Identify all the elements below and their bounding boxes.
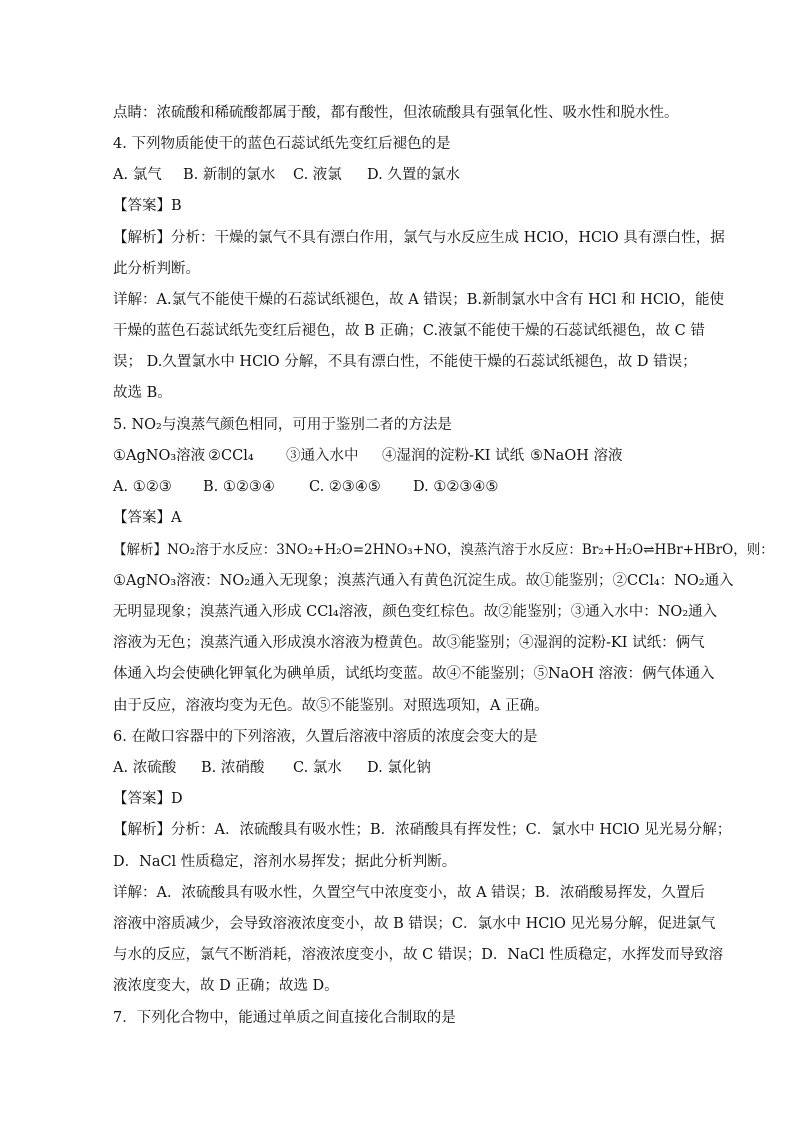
question-5-stem: 5. NO₂与溴蒸气颜色相同，可用于鉴别二者的方法是	[113, 417, 452, 433]
answer-label: 【答案】D	[113, 791, 183, 807]
option-a: A. 浓硫酸	[113, 760, 177, 776]
option-d: D. ①②③④⑤	[413, 479, 499, 495]
analysis-text: 由于反应，溶液均变为无色。故⑤不能鉴别。对照选项知，A 正确。	[113, 698, 549, 714]
detail-text: 误； D.久置氯水中 HClO 分解，不具有漂白性，不能使干燥的石蕊试纸褪色，故 D 错误；	[113, 354, 697, 370]
option-a: A. ①②③	[113, 479, 172, 495]
option-d: D. 氯化钠	[367, 760, 431, 776]
analysis-text: 【解析】NO₂溶于水反应：3NO₂+H₂O=2HNO₃+NO，溴蒸汽溶于水反应：Br₂+H₂O⇌HBr+HBrO，则：	[113, 542, 774, 558]
question-5-options	[113, 477, 498, 497]
option-c: C. 液氯	[293, 167, 342, 183]
detail-text: 液浓度变大，故 D 正确；故选 D。	[113, 978, 339, 994]
detail-text: 故选 B。	[113, 385, 172, 401]
analysis-text: 无明显现象；溴蒸汽通入形成 CCl₄溶液，颜色变红棕色。故②能鉴别；③通入水中：NO₂通入	[113, 604, 718, 620]
option-a: A. 氯气	[113, 167, 162, 183]
analysis-text: ①AgNO₃溶液：NO₂通入无现象；溴蒸汽通入有黄色沉淀生成。故①能鉴别；②CCl₄：NO₂通入	[113, 573, 734, 589]
analysis-text: D．NaCl 性质稳定，溶剂水易挥发；据此分析判断。	[113, 854, 457, 870]
question-6-stem: 6. 在敞口容器中的下列溶液，久置后溶液中溶质的浓度会变大的是	[113, 729, 538, 745]
option-b: B. 浓硝酸	[201, 760, 265, 776]
method-2: ②CCl₄	[208, 448, 254, 464]
option-b: B. 新制的氯水	[183, 167, 276, 183]
method-3: ③通入水中	[286, 448, 359, 464]
answer-label: 【答案】B	[113, 198, 182, 214]
option-d: D. 久置的氯水	[367, 167, 460, 183]
detail-text: 溶液中溶质减少，会导致溶液浓度变小，故 B 错误；C．氯水中 HClO 见光易分解，促进氯气	[113, 916, 716, 932]
question-4-options	[113, 165, 460, 185]
detail-text: 干燥的蓝色石蕊试纸先变红后褪色，故 B 正确；C.液氯不能使干燥的石蕊试纸褪色，故 C 错	[113, 323, 705, 339]
question-7-stem: 7．下列化合物中，能通过单质之间直接化合制取的是	[113, 1010, 456, 1026]
detail-text: 与水的反应，氯气不断消耗，溶液浓度变小，故 C 错误；D．NaCl 性质稳定，水挥发而导致溶	[113, 947, 724, 963]
method-4: ④湿润的淀粉-KI 试纸	[382, 448, 525, 464]
detail-text: 详解：A．浓硫酸具有吸水性，久置空气中浓度变小，故 A 错误；B．浓硝酸易挥发，久置后	[113, 885, 705, 901]
analysis-text: 溶液为无色；溴蒸汽通入形成溴水溶液为橙黄色。故③能鉴别；④湿润的淀粉-KI 试纸：俩气	[113, 635, 705, 651]
option-c: C. ②③④⑤	[309, 479, 381, 495]
analysis-text: 体通入均会使碘化钾氧化为碘单质，试纸均变蓝。故④不能鉴别；⑤NaOH 溶液：俩气体通入	[113, 666, 715, 682]
question-4-stem: 4. 下列物质能使干的蓝色石蕊试纸先变红后褪色的是	[113, 136, 451, 152]
analysis-text: 此分析判断。	[113, 261, 200, 277]
question-6-options	[113, 758, 431, 778]
detail-text: 详解：A.氯气不能使干燥的石蕊试纸褪色，故 A 错误；B.新制氯水中含有 HCl 和 HClO，能使	[113, 292, 725, 308]
method-5: ⑤NaOH 溶液	[530, 448, 623, 464]
analysis-text: 【解析】分析：干燥的氯气不具有漂白作用，氯气与水反应生成 HClO，HClO 具有漂白性，据	[113, 230, 725, 246]
method-1: ①AgNO₃溶液	[113, 448, 206, 464]
text-line: 点睛：浓硫酸和稀硫酸都属于酸，都有酸性，但浓硫酸具有强氧化性、吸水性和脱水性。	[113, 105, 679, 121]
option-b: B. ①②③④	[203, 479, 275, 495]
option-c: C. 氯水	[293, 760, 342, 776]
question-5-methods	[113, 446, 622, 466]
analysis-text: 【解析】分析：A．浓硫酸具有吸水性；B．浓硝酸具有挥发性；C．氯水中 HClO 见光易分解；	[113, 822, 732, 838]
answer-label: 【答案】A	[113, 510, 182, 526]
